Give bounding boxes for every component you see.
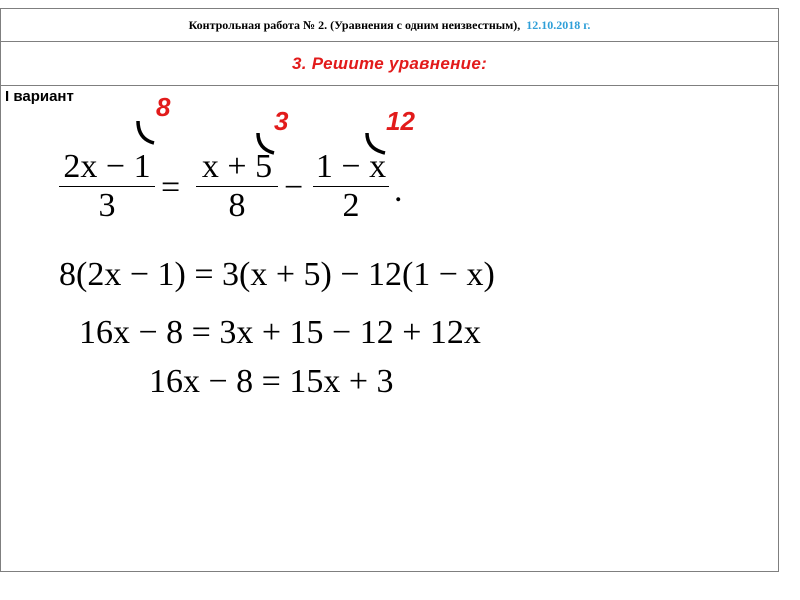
equals-sign: = bbox=[161, 169, 181, 206]
worksheet-table bbox=[0, 8, 779, 572]
solution-step-1: 8(2x − 1) = 3(x + 5) − 12(1 − x) bbox=[59, 256, 495, 293]
fraction-3-denominator: 2 bbox=[342, 187, 360, 225]
multiplier-arc-icon bbox=[134, 119, 156, 147]
fraction-1-numerator: 2x − 1 bbox=[63, 148, 151, 185]
multiplier-3: 3 bbox=[274, 106, 289, 136]
fraction-2-numerator: x + 5 bbox=[201, 148, 273, 185]
content-area bbox=[1, 86, 778, 573]
multiplier-8: 8 bbox=[156, 92, 171, 122]
multiplier-12: 12 bbox=[386, 106, 415, 136]
fraction-2-denominator: 8 bbox=[228, 187, 246, 225]
solution-step-2: 16x − 8 = 3x + 15 − 12 + 12x bbox=[79, 314, 481, 351]
header-date: 12.10.2018 г. bbox=[526, 17, 591, 32]
fraction-1 bbox=[59, 148, 155, 225]
solution-step-3: 16x − 8 = 15x + 3 bbox=[149, 363, 394, 400]
variant-label: I вариант bbox=[5, 88, 74, 105]
fraction-3-numerator: 1 − x bbox=[315, 148, 387, 185]
minus-sign: − bbox=[284, 169, 304, 206]
task-row bbox=[1, 42, 778, 86]
period: . bbox=[394, 172, 403, 209]
fraction-1-denominator: 3 bbox=[98, 187, 116, 225]
header-title: Контрольная работа № 2. (Уравнения с одним неизвестным), bbox=[188, 17, 521, 32]
task-label: 3. Решите уравнение: bbox=[291, 53, 488, 73]
header-row bbox=[1, 9, 778, 42]
fraction-3 bbox=[313, 148, 389, 225]
fraction-2 bbox=[196, 148, 278, 225]
